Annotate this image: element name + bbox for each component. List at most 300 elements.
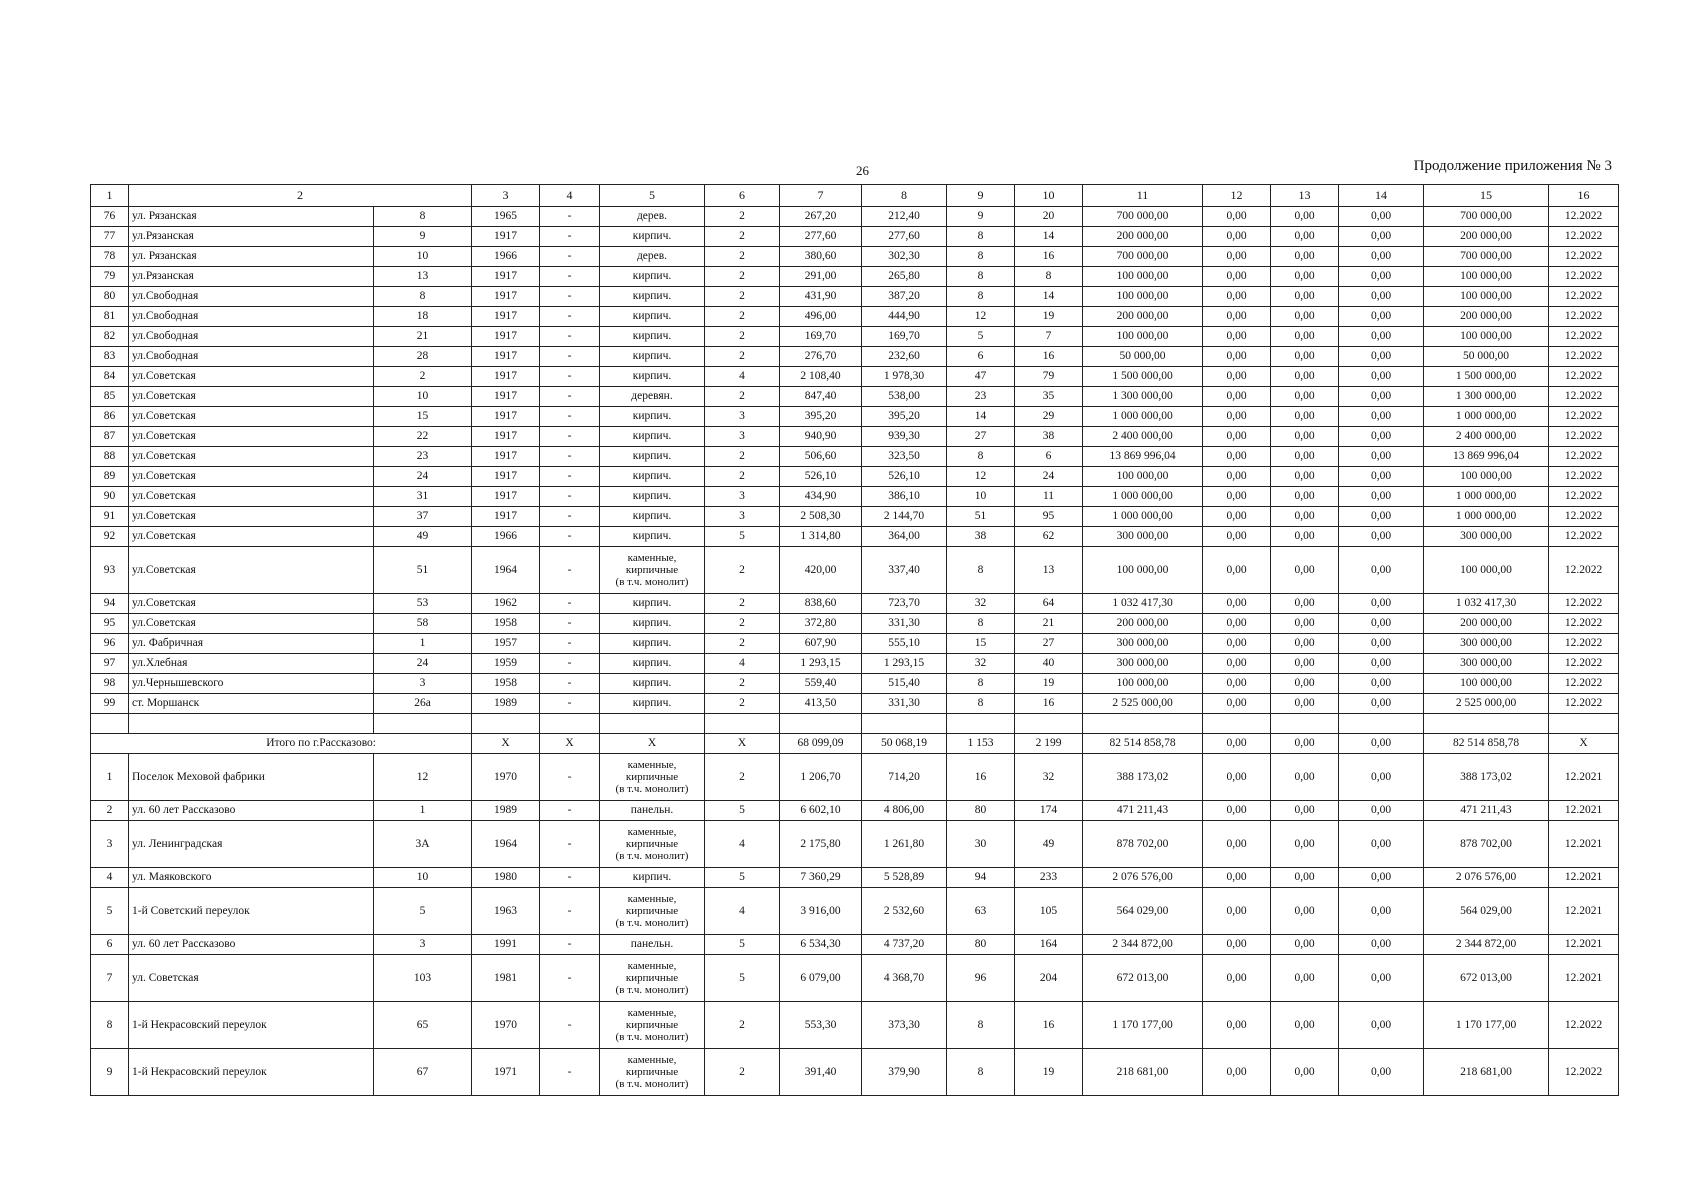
table-cell: 0,00 <box>1339 868 1424 888</box>
table-cell: 559,40 <box>780 674 862 694</box>
table-cell: 0,00 <box>1203 547 1271 594</box>
table-cell: 0,00 <box>1271 207 1339 227</box>
header-row <box>91 185 1619 207</box>
table-cell: 8 <box>374 207 472 227</box>
table-row <box>91 654 1619 674</box>
table-cell: 8 <box>947 547 1015 594</box>
table-cell: 0,00 <box>1271 868 1339 888</box>
table-cell: кирпич. <box>600 407 705 427</box>
table-cell: 200 000,00 <box>1083 614 1203 634</box>
table-cell: 13 <box>1015 547 1083 594</box>
table-cell: 0,00 <box>1339 447 1424 467</box>
table-cell: 15 <box>374 407 472 427</box>
table-cell: 24 <box>374 654 472 674</box>
table-cell: 79 <box>1015 367 1083 387</box>
table-cell: 27 <box>1015 634 1083 654</box>
street-cell: ул.Чернышевского <box>129 674 374 694</box>
table-cell: 100 000,00 <box>1424 327 1549 347</box>
table-cell: 0,00 <box>1203 888 1271 935</box>
table-cell: 0,00 <box>1339 614 1424 634</box>
table-cell: 100 000,00 <box>1083 327 1203 347</box>
table-cell: 23 <box>374 447 472 467</box>
column-header: 4 <box>540 185 600 207</box>
table-cell: 0,00 <box>1203 801 1271 821</box>
table-cell: - <box>540 935 600 955</box>
table-cell: 1 500 000,00 <box>1083 367 1203 387</box>
row-number-cell: 88 <box>91 447 129 467</box>
street-cell: ул.Хлебная <box>129 654 374 674</box>
table-cell: 232,60 <box>862 347 947 367</box>
table-cell: 1 <box>374 634 472 654</box>
table-cell: 0,00 <box>1271 955 1339 1002</box>
table-cell: 0,00 <box>1271 267 1339 287</box>
table-row <box>91 955 1619 1002</box>
column-header: 11 <box>1083 185 1203 207</box>
table-cell: 420,00 <box>780 547 862 594</box>
table-cell: 1 000 000,00 <box>1424 407 1549 427</box>
table-cell: 2 400 000,00 <box>1424 427 1549 447</box>
row-number-cell: 93 <box>91 547 129 594</box>
row-number-cell: 85 <box>91 387 129 407</box>
row-number-cell: 95 <box>91 614 129 634</box>
table-cell: 2 <box>705 674 780 694</box>
table-cell: 515,40 <box>862 674 947 694</box>
table-cell: кирпич. <box>600 287 705 307</box>
column-header: 13 <box>1271 185 1339 207</box>
table-cell: 0,00 <box>1203 327 1271 347</box>
table-cell: кирпич. <box>600 347 705 367</box>
table-cell: 12.2022 <box>1549 267 1619 287</box>
table-cell: кирпич. <box>600 654 705 674</box>
table-cell: 471 211,43 <box>1424 801 1549 821</box>
table-cell: 100 000,00 <box>1424 267 1549 287</box>
total-cell: X <box>1549 734 1619 754</box>
table-cell: 2 344 872,00 <box>1083 935 1203 955</box>
table-cell: 1917 <box>472 227 540 247</box>
table-cell: панельн. <box>600 801 705 821</box>
table-cell: 2 <box>705 207 780 227</box>
empty-cell <box>780 714 862 734</box>
total-cell: X <box>705 734 780 754</box>
table-cell: - <box>540 955 600 1002</box>
empty-cell <box>705 714 780 734</box>
table-cell: 0,00 <box>1339 594 1424 614</box>
table-cell: 8 <box>947 1002 1015 1049</box>
table-cell: 2 108,40 <box>780 367 862 387</box>
table-cell: 2 400 000,00 <box>1083 427 1203 447</box>
empty-cell <box>91 714 129 734</box>
table-cell: 7 <box>1015 327 1083 347</box>
table-cell: 19 <box>1015 307 1083 327</box>
table-cell: 0,00 <box>1203 614 1271 634</box>
table-cell: 20 <box>1015 207 1083 227</box>
table-cell: 0,00 <box>1203 467 1271 487</box>
street-cell: ул. Ленинградская <box>129 821 374 868</box>
table-cell: кирпич. <box>600 527 705 547</box>
table-cell: 847,40 <box>780 387 862 407</box>
table-cell: 21 <box>374 327 472 347</box>
table-cell: 11 <box>1015 487 1083 507</box>
table-cell: 1917 <box>472 267 540 287</box>
table-cell: 291,00 <box>780 267 862 287</box>
table-cell: 0,00 <box>1203 307 1271 327</box>
table-cell: 0,00 <box>1339 547 1424 594</box>
table-cell: 2 076 576,00 <box>1424 868 1549 888</box>
table-cell: 38 <box>947 527 1015 547</box>
table-cell: 2 <box>705 547 780 594</box>
table-cell: 12.2022 <box>1549 307 1619 327</box>
table-cell: 672 013,00 <box>1424 955 1549 1002</box>
table-cell: 12.2021 <box>1549 955 1619 1002</box>
table-cell: 12.2022 <box>1549 387 1619 407</box>
row-number-cell: 7 <box>91 955 129 1002</box>
table-row <box>91 387 1619 407</box>
row-number-cell: 2 <box>91 801 129 821</box>
table-cell: 380,60 <box>780 247 862 267</box>
table-cell: 53 <box>374 594 472 614</box>
table-cell: 0,00 <box>1271 674 1339 694</box>
table-cell: 1 500 000,00 <box>1424 367 1549 387</box>
table-cell: 12.2022 <box>1549 227 1619 247</box>
table-cell: 0,00 <box>1339 1049 1424 1096</box>
table-cell: - <box>540 674 600 694</box>
table-cell: - <box>540 754 600 801</box>
table-cell: 0,00 <box>1271 801 1339 821</box>
table-cell: 12.2021 <box>1549 868 1619 888</box>
table-cell: 838,60 <box>780 594 862 614</box>
table-cell: 0,00 <box>1203 287 1271 307</box>
row-number-cell: 83 <box>91 347 129 367</box>
table-cell: 32 <box>947 654 1015 674</box>
row-number-cell: 3 <box>91 821 129 868</box>
table-cell: 0,00 <box>1339 694 1424 714</box>
table-cell: 1958 <box>472 674 540 694</box>
table-cell: 0,00 <box>1271 694 1339 714</box>
table-body <box>91 185 1619 1096</box>
table-cell: 51 <box>374 547 472 594</box>
table-cell: 300 000,00 <box>1083 527 1203 547</box>
table-cell: 5 <box>705 801 780 821</box>
table-cell: 12.2022 <box>1549 654 1619 674</box>
table-cell: 0,00 <box>1271 407 1339 427</box>
table-cell: 1 314,80 <box>780 527 862 547</box>
table-cell: 212,40 <box>862 207 947 227</box>
total-cell: 50 068,19 <box>862 734 947 754</box>
table-cell: 27 <box>947 427 1015 447</box>
row-number-cell: 92 <box>91 527 129 547</box>
table-cell: - <box>540 614 600 634</box>
material-line: кирпичные <box>625 771 679 783</box>
table-cell: 939,30 <box>862 427 947 447</box>
table-cell: 100 000,00 <box>1424 467 1549 487</box>
table-cell: 1917 <box>472 467 540 487</box>
table-cell: 413,50 <box>780 694 862 714</box>
table-row <box>91 367 1619 387</box>
street-cell: ул.Советская <box>129 407 374 427</box>
material-cell <box>600 754 705 801</box>
table-row <box>91 694 1619 714</box>
material-line: кирпичные <box>625 1019 679 1031</box>
table-cell: 331,30 <box>862 694 947 714</box>
table-cell: кирпич. <box>600 594 705 614</box>
row-number-cell: 5 <box>91 888 129 935</box>
table-cell: 47 <box>947 367 1015 387</box>
table-cell: 0,00 <box>1271 287 1339 307</box>
table-cell: 0,00 <box>1203 694 1271 714</box>
table-cell: 323,50 <box>862 447 947 467</box>
table-cell: 1962 <box>472 594 540 614</box>
table-cell: 2 344 872,00 <box>1424 935 1549 955</box>
material-line: кирпичные <box>625 1066 679 1078</box>
table-cell: 8 <box>947 227 1015 247</box>
table-cell: 0,00 <box>1339 387 1424 407</box>
table-cell: - <box>540 267 600 287</box>
table-row <box>91 207 1619 227</box>
row-number-cell: 9 <box>91 1049 129 1096</box>
table-cell: 49 <box>1015 821 1083 868</box>
table-cell: 1980 <box>472 868 540 888</box>
table-cell: кирпич. <box>600 674 705 694</box>
table-cell: 4 <box>705 821 780 868</box>
table-cell: 0,00 <box>1339 367 1424 387</box>
table-cell: - <box>540 888 600 935</box>
table-cell: кирпич. <box>600 634 705 654</box>
empty-cell <box>1424 714 1549 734</box>
row-number-cell: 77 <box>91 227 129 247</box>
appendix-table-container <box>90 184 1618 1096</box>
table-cell: 700 000,00 <box>1424 247 1549 267</box>
table-cell: 0,00 <box>1271 327 1339 347</box>
table-cell: 2 144,70 <box>862 507 947 527</box>
table-cell: 200 000,00 <box>1424 227 1549 247</box>
table-cell: 2 532,60 <box>862 888 947 935</box>
table-cell: 2 508,30 <box>780 507 862 527</box>
table-cell: 8 <box>947 247 1015 267</box>
table-cell: кирпич. <box>600 507 705 527</box>
material-cell <box>600 1002 705 1049</box>
table-cell: 100 000,00 <box>1424 547 1549 594</box>
total-cell: X <box>472 734 540 754</box>
table-cell: 2 <box>705 447 780 467</box>
table-cell: 233 <box>1015 868 1083 888</box>
table-cell: 0,00 <box>1339 227 1424 247</box>
table-cell: 0,00 <box>1271 821 1339 868</box>
street-cell: ул. 60 лет Рассказово <box>129 935 374 955</box>
table-cell: 100 000,00 <box>1083 287 1203 307</box>
table-cell: 0,00 <box>1339 674 1424 694</box>
table-cell: 0,00 <box>1339 935 1424 955</box>
table-cell: 0,00 <box>1339 654 1424 674</box>
total-cell: 1 153 <box>947 734 1015 754</box>
table-cell: 0,00 <box>1339 207 1424 227</box>
table-cell: 1957 <box>472 634 540 654</box>
row-number-cell: 81 <box>91 307 129 327</box>
table-cell: 12.2022 <box>1549 407 1619 427</box>
table-cell: 0,00 <box>1203 507 1271 527</box>
table-cell: 0,00 <box>1339 267 1424 287</box>
table-cell: 0,00 <box>1203 527 1271 547</box>
column-header: 8 <box>862 185 947 207</box>
table-cell: 1965 <box>472 207 540 227</box>
table-cell: 12.2022 <box>1549 1049 1619 1096</box>
total-label: Итого по г.Рассказово: <box>91 734 472 754</box>
table-cell: 672 013,00 <box>1083 955 1203 1002</box>
street-cell: ул.Советская <box>129 594 374 614</box>
table-cell: 5 <box>705 868 780 888</box>
table-cell: 12.2021 <box>1549 935 1619 955</box>
table-cell: 0,00 <box>1203 935 1271 955</box>
material-line: (в т.ч. монолит) <box>615 576 689 588</box>
street-cell: ул. Советская <box>129 955 374 1002</box>
table-cell: 0,00 <box>1203 227 1271 247</box>
table-row <box>91 287 1619 307</box>
table-cell: 2 <box>705 307 780 327</box>
table-cell: деревян. <box>600 387 705 407</box>
table-cell: 94 <box>947 868 1015 888</box>
table-cell: 564 029,00 <box>1424 888 1549 935</box>
table-cell: 12.2022 <box>1549 447 1619 467</box>
table-cell: 3 <box>705 507 780 527</box>
table-cell: 1966 <box>472 247 540 267</box>
table-cell: 0,00 <box>1203 247 1271 267</box>
table-row <box>91 307 1619 327</box>
table-cell: 434,90 <box>780 487 862 507</box>
table-cell: 0,00 <box>1203 1049 1271 1096</box>
table-cell: 32 <box>947 594 1015 614</box>
table-cell: 8 <box>1015 267 1083 287</box>
table-cell: 1970 <box>472 754 540 801</box>
table-cell: 526,10 <box>780 467 862 487</box>
table-cell: 0,00 <box>1339 307 1424 327</box>
table-cell: 2 <box>705 614 780 634</box>
table-cell: 1958 <box>472 614 540 634</box>
table-cell: 0,00 <box>1271 754 1339 801</box>
table-cell: 1917 <box>472 407 540 427</box>
table-cell: 2 <box>705 594 780 614</box>
table-cell: 1 000 000,00 <box>1083 487 1203 507</box>
table-cell: 31 <box>374 487 472 507</box>
table-cell: 0,00 <box>1271 467 1339 487</box>
table-cell: 0,00 <box>1271 634 1339 654</box>
street-cell: ул.Советская <box>129 447 374 467</box>
table-cell: 50 000,00 <box>1424 347 1549 367</box>
empty-cell <box>862 714 947 734</box>
table-cell: - <box>540 634 600 654</box>
table-cell: 10 <box>374 387 472 407</box>
total-cell: 82 514 858,78 <box>1424 734 1549 754</box>
table-cell: 12.2022 <box>1549 527 1619 547</box>
row-number-cell: 97 <box>91 654 129 674</box>
table-cell: 12.2022 <box>1549 634 1619 654</box>
table-row <box>91 888 1619 935</box>
table-cell: кирпич. <box>600 327 705 347</box>
table-cell: 300 000,00 <box>1424 654 1549 674</box>
table-cell: 67 <box>374 1049 472 1096</box>
table-cell: 1964 <box>472 821 540 868</box>
table-cell: панельн. <box>600 935 705 955</box>
table-cell: 64 <box>1015 594 1083 614</box>
empty-cell <box>1015 714 1083 734</box>
table-cell: 300 000,00 <box>1083 634 1203 654</box>
table-cell: - <box>540 407 600 427</box>
table-row <box>91 507 1619 527</box>
table-row <box>91 868 1619 888</box>
table-cell: 28 <box>374 347 472 367</box>
table-cell: 10 <box>374 868 472 888</box>
table-cell: 5 <box>705 955 780 1002</box>
table-cell: 7 360,29 <box>780 868 862 888</box>
table-cell: 50 000,00 <box>1083 347 1203 367</box>
table-cell: 1 300 000,00 <box>1083 387 1203 407</box>
table-cell: 80 <box>947 935 1015 955</box>
table-cell: 2 <box>705 327 780 347</box>
empty-cell <box>1339 714 1424 734</box>
table-cell: 2 <box>705 387 780 407</box>
table-cell: 0,00 <box>1271 1002 1339 1049</box>
table-cell: кирпич. <box>600 467 705 487</box>
total-row <box>91 734 1619 754</box>
table-cell: 0,00 <box>1339 467 1424 487</box>
total-cell: X <box>540 734 600 754</box>
table-cell: 5 <box>947 327 1015 347</box>
table-cell: 1 000 000,00 <box>1424 507 1549 527</box>
table-cell: 0,00 <box>1203 367 1271 387</box>
material-line: (в т.ч. монолит) <box>615 783 689 795</box>
table-cell: 300 000,00 <box>1424 634 1549 654</box>
table-cell: 4 <box>705 888 780 935</box>
street-cell: ул.Свободная <box>129 327 374 347</box>
table-row <box>91 821 1619 868</box>
table-row <box>91 527 1619 547</box>
table-cell: 1 300 000,00 <box>1424 387 1549 407</box>
street-cell: ул. Маяковского <box>129 868 374 888</box>
table-cell: - <box>540 367 600 387</box>
table-cell: 607,90 <box>780 634 862 654</box>
table-cell: 4 737,20 <box>862 935 947 955</box>
table-cell: 12.2022 <box>1549 247 1619 267</box>
table-cell: 29 <box>1015 407 1083 427</box>
table-cell: 13 <box>374 267 472 287</box>
table-cell: 95 <box>1015 507 1083 527</box>
table-row <box>91 467 1619 487</box>
table-row <box>91 614 1619 634</box>
table-cell: 63 <box>947 888 1015 935</box>
table-cell: 2 <box>705 1002 780 1049</box>
table-cell: 12.2021 <box>1549 888 1619 935</box>
street-cell: ул.Советская <box>129 427 374 447</box>
street-cell: ул. Рязанская <box>129 207 374 227</box>
street-cell: Поселок Меховой фабрики <box>129 754 374 801</box>
table-cell: 13 869 996,04 <box>1083 447 1203 467</box>
street-cell: ул.Советская <box>129 487 374 507</box>
table-cell: 0,00 <box>1339 407 1424 427</box>
table-cell: 1964 <box>472 547 540 594</box>
material-cell <box>600 1049 705 1096</box>
empty-cell <box>947 714 1015 734</box>
table-cell: 3 <box>374 935 472 955</box>
table-cell: 6 <box>1015 447 1083 467</box>
table-cell: 2 175,80 <box>780 821 862 868</box>
total-cell: 0,00 <box>1203 734 1271 754</box>
material-line: каменные, <box>627 759 677 771</box>
table-cell: 0,00 <box>1271 427 1339 447</box>
table-cell: 471 211,43 <box>1083 801 1203 821</box>
row-number-cell: 94 <box>91 594 129 614</box>
table-row <box>91 447 1619 467</box>
table-cell: 105 <box>1015 888 1083 935</box>
table-cell: 9 <box>374 227 472 247</box>
table-cell: 496,00 <box>780 307 862 327</box>
